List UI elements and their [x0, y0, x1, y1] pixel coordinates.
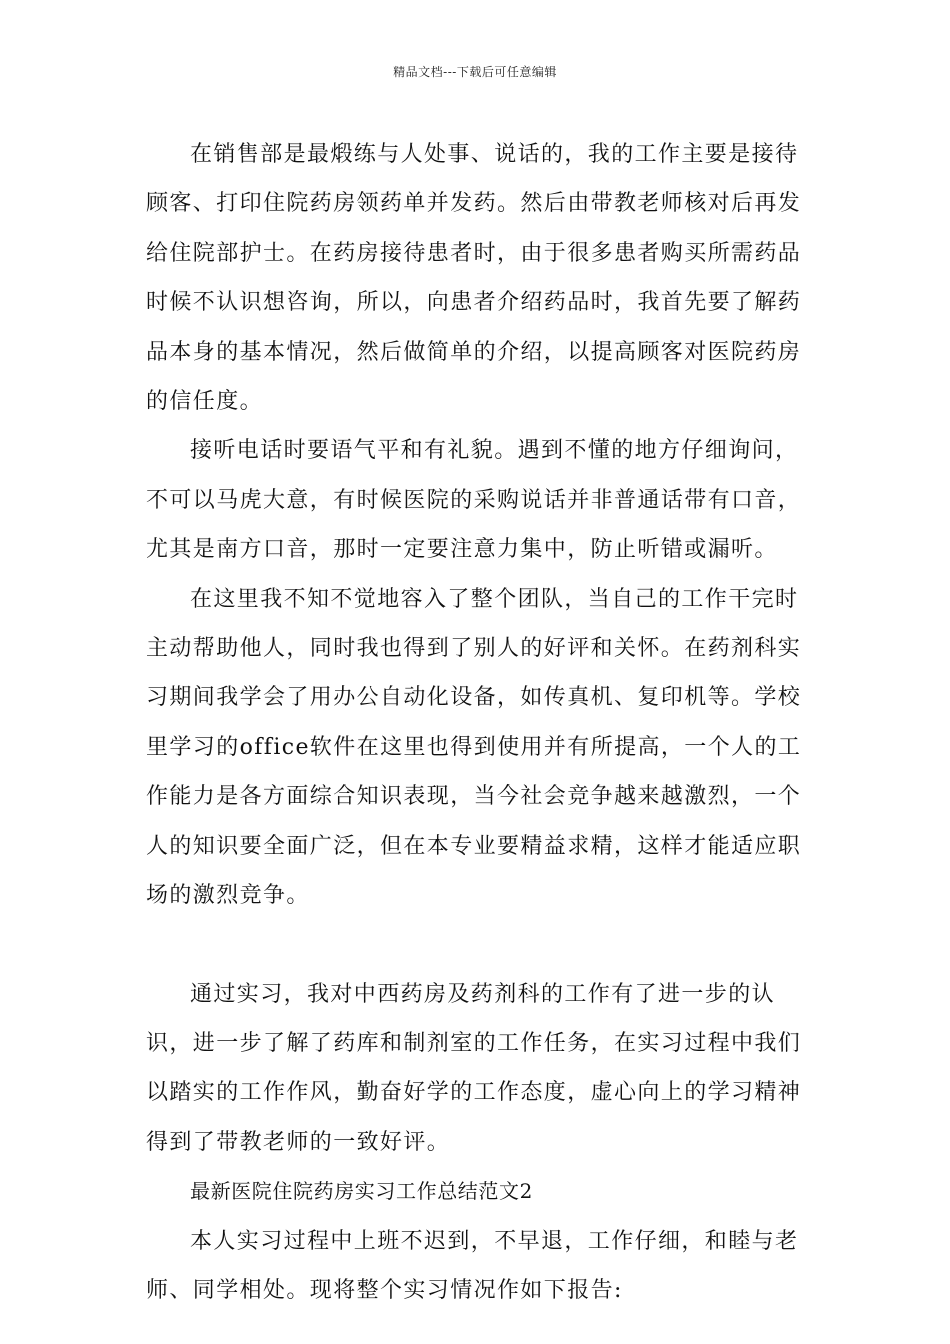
- paragraph-teamwork: 在这里我不知不觉地容入了整个团队，当自己的工作干完时主动帮助他人，同时我也得到了别人的好评和关怀。在药剂科实习期间我学会了用办公自动化设备，如传真机、复印机等。学校里学习的office软件在这里也得到使用并有所提高，一个人的工作能力是各方面综合知识表现，当今社会竞争越来越激烈，一个人的知识要全面广泛，但在本专业要精益求精，这样才能适应职场的激烈竞争。: [146, 586, 802, 909]
- paragraph-report-intro: 本人实习过程中上班不迟到，不早退，工作仔细，和睦与老师、同学相处。现将整个实习情况作如下报告:: [146, 1228, 799, 1303]
- section-heading: 最新医院住院药房实习工作总结范文2: [190, 1179, 533, 1204]
- paragraph-sales-dept: 在销售部是最煅练与人处事、说话的，我的工作主要是接待顾客、打印住院药房领药单并发药。然后由带教老师核对后再发给住院部护士。在药房接待患者时，由于很多患者购买所需药品时候不认识想咨询，所以，向患者介绍药品时，我首先要了解药品本身的基本情况，然后做简单的介绍，以提高顾客对医院药房的信任度。: [146, 142, 802, 415]
- document-body: [146, 130, 811, 1315]
- paragraph-phone-etiquette: 接听电话时要语气平和有礼貌。遇到不懂的地方仔细询问，不可以马虎大意，有时候医院的采购说话并非普通话带有口音，尤其是南方口音，那时一定要注意力集中，防止听错或漏听。: [146, 438, 802, 563]
- paragraph-internship-summary: 通过实习，我对中西药房及药剂科的工作有了进一步的认识，进一步了解了药库和制剂室的工作任务，在实习过程中我们以踏实的工作作风，勤奋好学的工作态度，虚心向上的学习精神得到了带教老师的一致好评。: [146, 981, 802, 1155]
- paragraph-spacer: [146, 921, 811, 970]
- page-header: 精品文档---下载后可任意编辑: [393, 65, 557, 79]
